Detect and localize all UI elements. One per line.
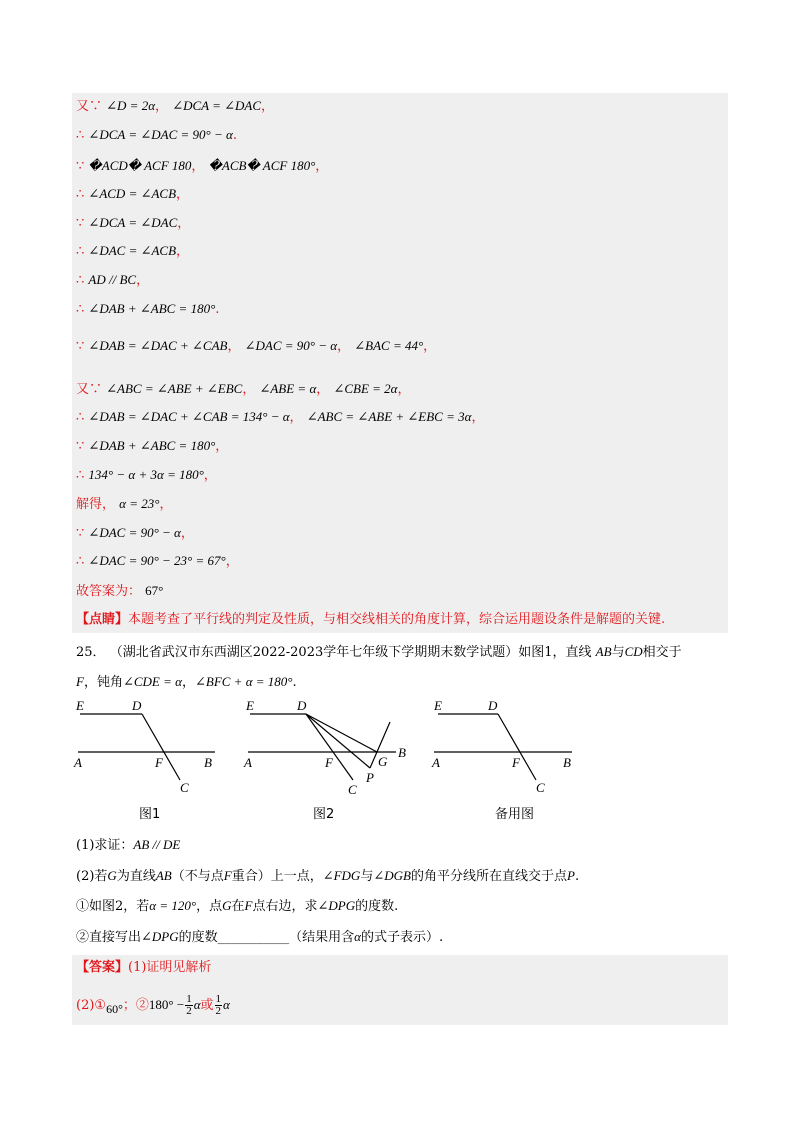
solution-line-4 xyxy=(76,186,189,203)
figure-1-caption: 图1 xyxy=(139,807,161,822)
solution-line-1 xyxy=(76,98,274,115)
label-d: D xyxy=(488,698,498,713)
solution-line-11 xyxy=(76,409,484,426)
question-stem-line1 xyxy=(76,644,682,661)
math-expr: ∠DCA = ∠DAC xyxy=(88,215,178,230)
stem-text: 为直线 xyxy=(116,869,156,884)
fraction xyxy=(185,994,193,1017)
comma: ， xyxy=(242,382,256,397)
comma: ， xyxy=(181,675,195,690)
stem-text: (2)若 xyxy=(76,869,108,884)
solution-line-6 xyxy=(76,243,189,260)
line-dg xyxy=(306,714,377,752)
math-expr: α = 120° xyxy=(149,898,197,913)
label-c: C xyxy=(536,780,545,795)
because-mark: 又∵ xyxy=(76,382,103,397)
math-expr: ∠DCA = ∠DAC = 90° − α xyxy=(88,127,233,142)
comment-text: 本题考查了平行线的判定及性质，与相交线相关的角度计算，综合运用题设条件是解题的关键. xyxy=(128,612,666,627)
math-expr: ∠DAC = 90° − α xyxy=(88,525,181,540)
math-expr: F xyxy=(76,674,84,689)
solution-line-17 xyxy=(76,583,163,600)
comma: ， xyxy=(261,99,275,114)
therefore-mark: ∴ xyxy=(76,302,85,317)
question-stem-line2 xyxy=(76,674,297,691)
label-e: E xyxy=(76,698,84,713)
stem-text: 点右边，求 xyxy=(252,899,318,914)
line-dc xyxy=(498,714,536,780)
math-expr: ∠DGB xyxy=(373,868,411,883)
math-expr: 180° − xyxy=(148,997,185,1012)
math-expr: G xyxy=(222,898,232,913)
math-expr: �ACB� ACF 180° xyxy=(208,158,316,173)
stem-text: 在 xyxy=(231,899,245,914)
math-expr: ∠DPG xyxy=(317,898,356,913)
answer-label: 故答案为： xyxy=(76,584,142,599)
math-expr: 67° xyxy=(145,583,164,598)
comma: ， xyxy=(177,216,191,231)
comment-tag: 【点睛】 xyxy=(76,612,129,627)
solution-line-3 xyxy=(76,158,328,175)
label-c: C xyxy=(348,782,357,797)
comma: ， xyxy=(155,99,169,114)
math-expr: α xyxy=(193,997,201,1012)
because-mark: ∵ xyxy=(76,439,85,454)
math-expr: ∠BAC = 44° xyxy=(354,338,424,353)
stem-text: ②直接写出 xyxy=(76,930,142,945)
answer-line-2 xyxy=(76,990,230,1024)
solution-line-9 xyxy=(76,338,436,355)
period: . xyxy=(232,128,237,143)
or-text: 或 xyxy=(200,998,214,1013)
label-d: D xyxy=(132,698,142,713)
therefore-mark: ∴ xyxy=(76,187,85,202)
stem-text: （不与点 xyxy=(171,869,224,884)
math-expr: 60° xyxy=(106,1002,123,1016)
stem-text: （结果用含 xyxy=(289,930,355,945)
math-expr: ∠DAB + ∠ABC = 180° xyxy=(88,438,216,453)
math-expr: ∠DAC = 90° − 23° = 67° xyxy=(88,553,226,568)
label-a: A xyxy=(432,755,440,770)
label-c: C xyxy=(180,780,189,795)
math-expr: ∠D = 2α xyxy=(106,98,156,113)
solution-line-2 xyxy=(76,127,237,144)
math-expr: ∠ABC = ∠ABE + ∠EBC = 3α xyxy=(306,409,472,424)
comma: ， xyxy=(289,410,303,425)
label-p: P xyxy=(366,770,374,785)
label-e: E xyxy=(246,698,254,713)
math-expr: ∠ACD = ∠ACB xyxy=(88,186,177,201)
answer-part-2-label: (2)① xyxy=(76,998,107,1013)
math-expr: α xyxy=(354,929,361,944)
answer-line-1 xyxy=(76,960,211,976)
stem-text: 的度数. xyxy=(355,899,399,914)
stem-text: 的度数 xyxy=(178,930,218,945)
comma: ， xyxy=(136,273,150,288)
comma: ， xyxy=(225,554,239,569)
stem-text: ，钝角 xyxy=(83,675,123,690)
therefore-mark: ∴ xyxy=(76,410,85,425)
therefore-mark: ∴ xyxy=(76,554,85,569)
because-mark: ∵ xyxy=(76,216,85,231)
math-expr: ∠DCA = ∠DAC xyxy=(172,98,262,113)
math-expr: CD xyxy=(624,644,643,659)
math-expr: AB xyxy=(595,644,612,659)
line-dc xyxy=(142,714,180,780)
comma: ， xyxy=(191,159,205,174)
math-expr: ∠DAB = ∠DAC + ∠CAB xyxy=(88,338,228,353)
solve-label: 解得， xyxy=(76,497,116,512)
comma: ， xyxy=(176,244,190,259)
solution-line-5 xyxy=(76,215,190,232)
math-expr: ∠DAC = 90° − α xyxy=(244,338,338,353)
label-f: F xyxy=(155,755,163,770)
solution-line-14 xyxy=(76,496,172,513)
comma: ， xyxy=(176,187,190,202)
period: . xyxy=(215,302,220,317)
label-b: B xyxy=(563,755,571,770)
math-expr: 134° − α + 3α = 180° xyxy=(88,467,204,482)
part-2 xyxy=(76,868,579,885)
figure-3 xyxy=(431,698,572,795)
question-number: 25． xyxy=(76,645,106,660)
comma: ， xyxy=(180,526,194,541)
fraction-numerator: 1 xyxy=(215,993,222,1005)
fraction xyxy=(215,994,223,1017)
answer-blank: ___________ xyxy=(217,930,290,945)
part-2-2 xyxy=(76,929,443,946)
figures-svg xyxy=(60,692,600,802)
solution-line-13 xyxy=(76,467,217,484)
fraction-denominator: 2 xyxy=(215,1005,222,1017)
stem-text: 重合）上一点， xyxy=(231,869,323,884)
part-label: (1)求证： xyxy=(76,838,134,853)
math-expr: ∠DAC = ∠ACB xyxy=(88,243,177,258)
period: . xyxy=(574,869,580,884)
solution-line-8 xyxy=(76,301,219,318)
solution-line-15 xyxy=(76,525,194,542)
math-expr: ∠FDG xyxy=(322,868,361,883)
comma: ， xyxy=(203,468,217,483)
math-expr: ∠DAB + ∠ABC = 180° xyxy=(88,301,216,316)
therefore-mark: ∴ xyxy=(76,273,85,288)
label-a: A xyxy=(244,755,252,770)
comma: ， xyxy=(397,382,411,397)
math-expr: ∠CBE = 2α xyxy=(333,381,398,396)
fraction-numerator: 1 xyxy=(186,993,192,1005)
figure-1 xyxy=(73,698,215,795)
math-expr: F xyxy=(223,868,232,883)
because-mark: ∵ xyxy=(76,526,85,541)
separator: ；② xyxy=(122,998,149,1013)
because-mark: ∵ xyxy=(76,159,85,174)
math-expr: �ACD� ACF 180 xyxy=(88,158,192,173)
stem-text: 与 xyxy=(611,645,625,660)
comment-line xyxy=(76,612,665,628)
therefore-mark: ∴ xyxy=(76,128,85,143)
math-expr: ∠DPG xyxy=(141,929,179,944)
label-a: A xyxy=(74,755,82,770)
math-expr: F xyxy=(244,898,253,913)
math-expr: ∠CDE = α xyxy=(122,674,182,689)
part-1 xyxy=(76,837,180,854)
figure-3-caption: 备用图 xyxy=(495,807,535,822)
math-expr: G xyxy=(107,868,117,883)
comma: ， xyxy=(337,339,351,354)
comma: ， xyxy=(227,339,241,354)
fraction-denominator: 2 xyxy=(186,1005,192,1017)
stem-text: 的式子表示）. xyxy=(361,930,444,945)
math-expr: P xyxy=(566,868,575,883)
comma: ， xyxy=(423,339,437,354)
solution-line-12 xyxy=(76,438,228,455)
label-f: F xyxy=(512,755,520,770)
part-2-1 xyxy=(76,898,398,915)
solution-line-16 xyxy=(76,553,239,570)
math-expr: α xyxy=(223,997,230,1012)
math-expr: AD // BC xyxy=(88,272,137,287)
comma: ， xyxy=(159,497,173,512)
therefore-mark: ∴ xyxy=(76,244,85,259)
math-expr: ∠ABE = α xyxy=(259,381,317,396)
period: . xyxy=(292,675,297,690)
stem-text: 的角平分线所在直线交于点 xyxy=(410,869,567,884)
math-expr: AB // DE xyxy=(133,837,181,852)
stem-text: ，点 xyxy=(196,899,223,914)
answer-tag: 【答案】 xyxy=(76,960,129,975)
figure-2 xyxy=(243,698,406,797)
label-e: E xyxy=(434,698,442,713)
question-source: （湖北省武汉市东西湖区2022-2023学年七年级下学期期末数学试题） xyxy=(109,645,519,660)
comma: ， xyxy=(215,439,229,454)
label-g: G xyxy=(378,754,388,769)
label-b: B xyxy=(398,745,406,760)
math-expr: AB xyxy=(155,868,172,883)
math-expr: ∠DAB = ∠DAC + ∠CAB = 134° − α xyxy=(88,409,290,424)
because-mark: ∵ xyxy=(76,339,85,354)
stem-text: 如图1，直线 xyxy=(518,645,592,660)
because-mark: 又∵ xyxy=(76,99,103,114)
label-b: B xyxy=(204,755,212,770)
label-f: F xyxy=(325,755,333,770)
solution-line-7 xyxy=(76,272,149,289)
math-expr: ∠BFC + α = 180° xyxy=(194,674,293,689)
comma: ， xyxy=(471,410,485,425)
therefore-mark: ∴ xyxy=(76,468,85,483)
comma: ， xyxy=(316,382,330,397)
stem-text: 与 xyxy=(360,869,374,884)
math-expr: ∠ABC = ∠ABE + ∠EBC xyxy=(106,381,243,396)
answer-part-1: (1)证明见解析 xyxy=(128,960,212,975)
math-expr: α = 23° xyxy=(119,496,160,511)
comma: ， xyxy=(315,159,329,174)
solution-line-10 xyxy=(76,381,411,398)
figure-2-caption: 图2 xyxy=(313,807,335,822)
stem-text: 相交于 xyxy=(642,645,682,660)
label-d: D xyxy=(297,698,307,713)
stem-text: ①如图2，若 xyxy=(76,899,150,914)
